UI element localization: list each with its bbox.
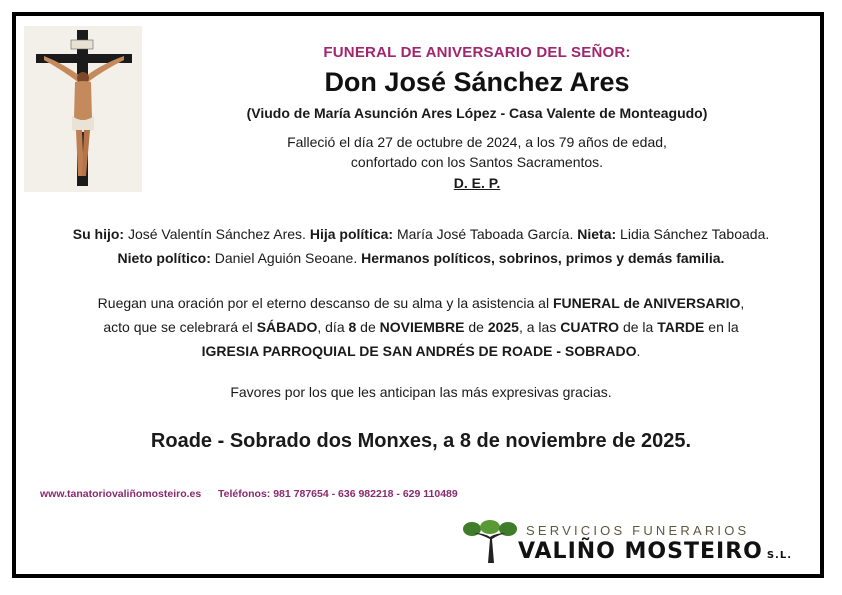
prayer-text-part: . [636, 343, 641, 359]
prayer-text [30, 291, 812, 363]
daughter-in-law-label: Hija política: [309, 226, 394, 242]
company-logo [456, 517, 808, 567]
sacraments-line: confortado con los Santos Sacramentos. [350, 154, 604, 170]
notice-kicker: FUNERAL DE ANIVERSARIO DEL SEÑOR: [323, 44, 631, 61]
service-hour: CUATRO [560, 319, 620, 335]
logo-name: VALIÑO MOSTEIRO [518, 539, 763, 564]
prayer-text-part: en la [704, 319, 739, 335]
place-date: Roade - Sobrado dos Monxes, a 8 de noviembre de 2025. [150, 430, 692, 452]
family-line-1 [30, 222, 812, 246]
service-year: 2025 [487, 319, 519, 335]
tree-logo-icon [462, 519, 518, 563]
grandson-in-law-label: Nieto político: [117, 250, 211, 266]
service-day: 8 [348, 319, 357, 335]
dep-label: D. E. P. [453, 175, 501, 191]
son-name: José Valentín Sánchez Ares. [124, 226, 310, 242]
son-label: Su hijo: [72, 226, 125, 242]
prayer-line-1 [30, 291, 812, 315]
logo-suffix: S.L. [766, 550, 793, 561]
prayer-text-part: acto que se celebrará el [103, 319, 257, 335]
logo-wordmark [518, 539, 792, 564]
funeral-type: FUNERAL de ANIVERSARIO [552, 295, 741, 311]
family-list [30, 222, 812, 270]
service-church: IGRESIA PARROQUIAL DE SAN ANDRÉS DE ROADE - SOBRADO [201, 343, 637, 359]
prayer-text-part: , a las [518, 319, 561, 335]
prayer-text-part: de [356, 319, 380, 335]
other-relatives: Hermanos políticos, sobrinos, primos y demás familia. [361, 250, 725, 266]
prayer-text-part: de la [619, 319, 658, 335]
prayer-text-part: Ruegan una oración por el eterno descanso de su alma y la asistencia al [97, 295, 553, 311]
prayer-text-part: , día [317, 319, 349, 335]
prayer-text-part: , [740, 295, 745, 311]
death-line: Falleció el día 27 de octubre de 2024, a los 79 años de edad, [287, 134, 667, 150]
thanks-line: Favores por los que les anticipan las más expresivas gracias. [230, 384, 612, 400]
prayer-line-2 [30, 315, 812, 339]
prayer-text-part: de [464, 319, 488, 335]
logo-tagline: SERVICIOS FUNERARIOS [526, 523, 750, 538]
crucifix-icon [24, 26, 142, 192]
granddaughter-name: Lidia Sánchez Taboada. [616, 226, 770, 242]
widow-note: (Viudo de María Asunción Ares López - Casa Valente de Monteagudo) [246, 105, 708, 121]
family-line-2 [30, 246, 812, 270]
service-weekday: SÁBADO [256, 319, 318, 335]
granddaughter-label: Nieta: [577, 226, 617, 242]
prayer-line-3 [30, 339, 812, 363]
service-day-part: TARDE [657, 319, 705, 335]
website-link[interactable]: www.tanatoriovaliñomosteiro.es [40, 488, 202, 500]
daughter-in-law-name: María José Taboada García. [393, 226, 578, 242]
deceased-name: Don José Sánchez Ares [324, 67, 630, 97]
grandson-in-law-name: Daniel Aguión Seoane. [210, 250, 362, 266]
phone-numbers: Teléfonos: 981 787654 - 636 982218 - 629 110489 [218, 488, 458, 500]
service-month: NOVIEMBRE [379, 319, 465, 335]
